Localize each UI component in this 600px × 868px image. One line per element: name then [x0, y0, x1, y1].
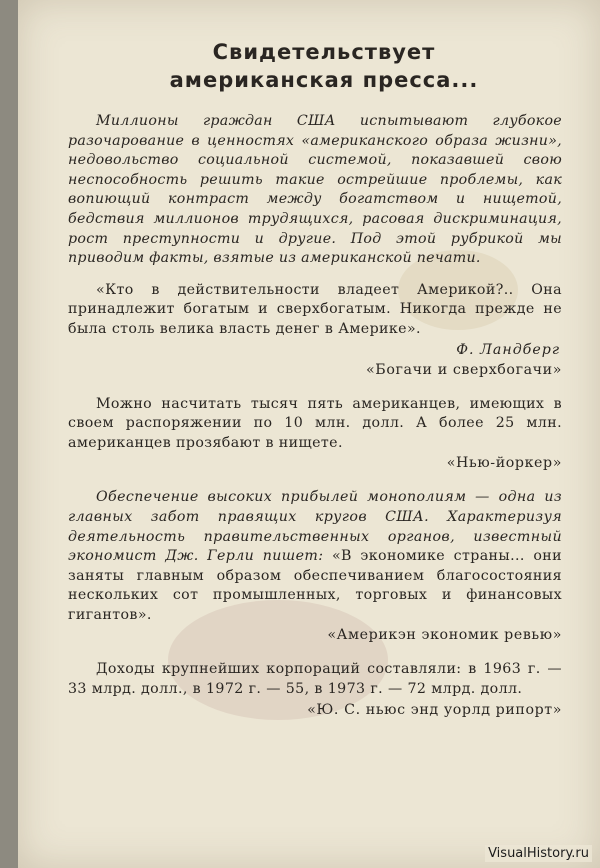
quote-3-text — [68, 488, 562, 625]
quote-2-source: «Нью-йоркер» — [446, 455, 562, 472]
intro-paragraph: Миллионы граждан США испытывают глубокое разочарование в ценностях «американского образа жизни», недовольство социальной системой, показавшей свою неспособность решить такие острейшие проблемы, как вопиющий контраст между богатством и нищетой, бедствия миллионов трудящихся, расовая дискриминация, рост преступности и другие. Под этой рубрикой мы приводим факты, взятые из американской печати. — [68, 113, 562, 267]
quote-2-text: Можно насчитать тысяч пять американцев, имеющих в своем распоряжении по 10 млн. долл. А более 25 млн. американцев прозябают в нищете. — [68, 395, 562, 451]
quote-3-citation: «В экономике страны... они заняты главным образом обеспечиванием благосостояния нескольких сот промышленных, торговых и финансовых гигантов». — [68, 548, 562, 623]
quote-4-text: Доходы крупнейших корпораций составляли: в 1963 г. — 33 млрд. долл., в 1972 г. — 55, в 1973 г. — 72 млрд. долл. — [68, 661, 562, 698]
quote-4-source: «Ю. С. ньюс энд уорлд рипорт» — [307, 701, 562, 718]
quote-1-text: «Кто в действительности владеет Америкой?.. Она принадлежит богатым и сверхбогатым. Никогда прежде не была столь велика власть денег в Америке». — [68, 281, 562, 337]
quote-3-lead: Обеспечение высоких прибылей монополиям — одна из главных забот правящих кругов США. Характеризуя деятельность правительственных органов, известный экономист Дж. Герли пишет: — [68, 489, 562, 565]
article-title — [86, 38, 562, 94]
article — [68, 38, 562, 735]
page-sheet — [18, 0, 600, 868]
quote-1-source: «Богачи и сверхбогачи» — [366, 361, 562, 378]
quote-1-author: Ф. Ландберг — [456, 341, 560, 358]
quote-3-source: «Америкэн экономик ревью» — [327, 627, 562, 644]
title-line-1: Свидетельствует — [212, 40, 436, 64]
watermark: VisualHistory.ru — [485, 845, 592, 862]
title-line-2: американская пресса... — [169, 68, 479, 92]
